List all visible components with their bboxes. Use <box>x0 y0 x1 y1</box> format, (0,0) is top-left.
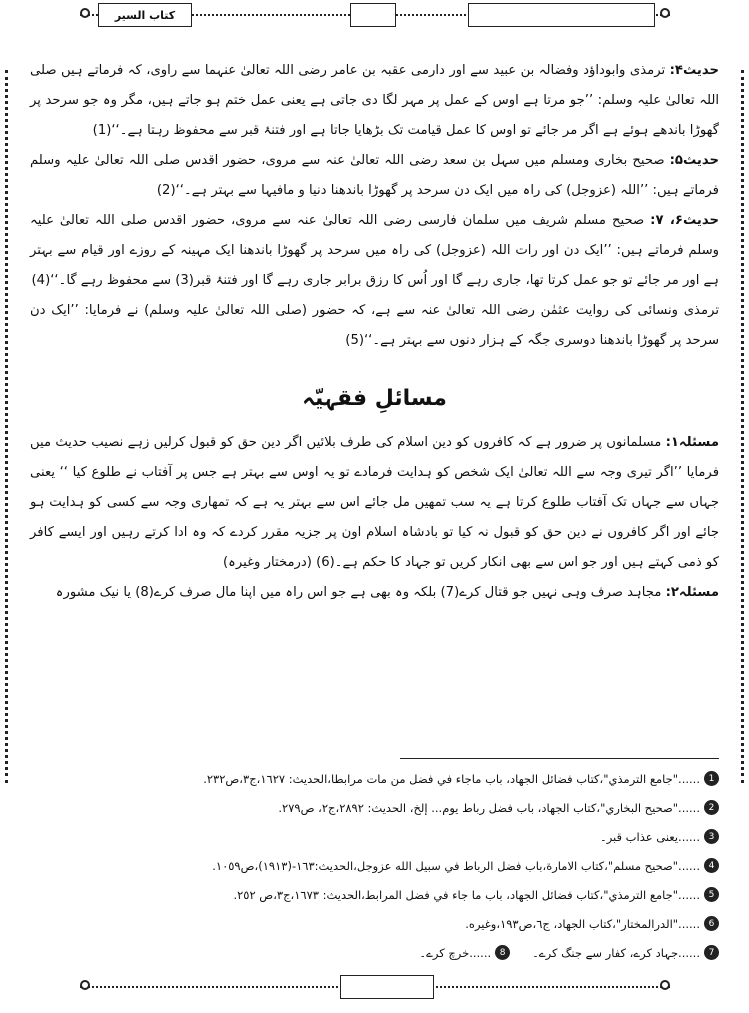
footnote <box>80 793 719 822</box>
footnote-number: 8 <box>495 945 510 960</box>
footnote-text: ......یعنی عذاب قبر۔ <box>599 829 700 844</box>
header-ornament-dot <box>660 8 670 18</box>
hadith-paragraph <box>30 296 719 356</box>
left-dotted-border <box>5 70 8 783</box>
footnote-text: ......"صحيح البخاري"،كتاب الجهاد، باب فضل رباط يوم... إلخ، الحديث: ٢٨٩٢،ج٢، ص٢٧٩. <box>278 800 700 815</box>
footnote <box>80 880 719 909</box>
footnote-text: ......"جامع الترمذي"،كتاب فضائل الجهاد، باب ماجاء في فضل من مات مرابطا،الحديث: ١٦٢٧،ج٣،ص٢٣٢. <box>203 771 700 786</box>
hadith-text: صحیح مسلم شریف میں سلمان فارسی رضی اللہ تعالیٰ عنہ سے مروی، حضور اقدس صلی اللہ تعالیٰ علیہ وسلم فرماتے ہیں: ’’ایک دن اور رات اللہ (عزوجل) کی راہ میں سرحد پر گھوڑا باندھنا ایک مہینہ کے روزے اور قیام سے بہتر ہے اور مر جائے تو جو عمل کرتا تھا، جاری رہے گا اور اُس کا رزق برابر جاری رہے گا اور فتنۂ قبر(3) سے محفوظ رہے گا۔‘‘(4) <box>30 213 719 288</box>
page-header <box>80 2 670 28</box>
footnotes <box>80 764 719 967</box>
footnote-number: 5 <box>704 887 719 902</box>
footnote-text: ......"صحيح مسلم"،كتاب الامارة،باب فضل الرباط في سبيل الله عزوجل،الحديث:١٦٣-(١٩١٣)،ص١٠٥٩. <box>212 858 700 873</box>
footnote-number: 3 <box>704 829 719 844</box>
masala-label: مسئلہ۱: <box>665 435 719 450</box>
footnote <box>80 851 719 880</box>
hadith-label: حدیث۴: <box>669 63 719 78</box>
book-title: كتاب السير <box>114 8 176 22</box>
right-dotted-border <box>741 70 744 783</box>
masala-label: مسئلہ۲: <box>665 585 719 600</box>
footnote-number: 4 <box>704 858 719 873</box>
footnote-text: ......خرچ کرے۔ <box>419 945 492 960</box>
footnote-number: 2 <box>704 800 719 815</box>
footer-ornament-dot <box>660 980 670 990</box>
footnote-text: ......"جامع الترمذي"،كتاب فضائل الجهاد، باب ما جاء في فضل المرابط،الحديث: ١٦٧٣،ج٣،ص ٢٥٢. <box>233 887 700 902</box>
masala-paragraph <box>30 428 719 578</box>
footnote-number: 7 <box>704 945 719 960</box>
section-heading: مسائلِ فقہیّہ <box>302 386 447 411</box>
hadith-text: ترمذی وابوداؤد وفضالہ بن عبید سے اور دارمی عقبہ بن عامر رضی اللہ تعالیٰ عنہما سے راوی، کہ فرماتے ہیں صلی اللہ تعالیٰ علیہ وسلم: ’’جو مرتا ہے اوس کے عمل پر مہر لگا دی جاتی ہے یعنی عمل ختم ہو جاتے ہیں، مگر وہ جو سرحد پر گھوڑا باندھے ہوئے ہے اگر مر جائے تو اوس کا عمل قیامت تک بڑھایا جاتا ہے اور فتنۂ قبر سے محفوظ رہتا ہے۔‘‘(1) <box>30 63 719 138</box>
hadith-text: ترمذی ونسائی کی روایت عثمٰن رضی اللہ تعالیٰ عنہ سے ہے، کہ حضور (صلی اللہ تعالیٰ علیہ وسلم) نے فرمایا: ’’ایک دن سرحد پر گھوڑا باندھنا دوسری جگہ کے ہزار دنوں سے بہتر ہے۔‘‘(5) <box>30 303 719 348</box>
footnote-pair <box>80 938 719 967</box>
hadith-text: صحیح بخاری ومسلم میں سہل بن سعد رضی اللہ تعالیٰ عنہ سے مروی، حضور اقدس صلی اللہ تعالیٰ علیہ وسلم فرماتے ہیں: ’’اللہ (عزوجل) کی راہ میں ایک دن سرحد پر گھوڑا باندھنا دنیا و مافیہا سے بہتر ہے۔‘‘(2) <box>30 153 719 198</box>
footnote <box>80 822 719 851</box>
footnote <box>80 764 719 793</box>
hadith-paragraph <box>30 146 719 206</box>
hadith-paragraph <box>30 56 719 146</box>
header-ornament-dot <box>80 8 90 18</box>
book-title-box <box>98 3 192 27</box>
hadith-label: حدیث۵: <box>669 153 719 168</box>
main-text <box>30 56 719 608</box>
hadith-paragraph <box>30 206 719 296</box>
footer-page-box <box>340 975 434 999</box>
footnote <box>80 909 719 938</box>
footnote-separator <box>400 758 719 759</box>
page-footer <box>80 974 670 1000</box>
footnote-number: 1 <box>704 771 719 786</box>
footnote-text: ......جہاد کرے، کفار سے جنگ کرے۔ <box>532 945 700 960</box>
hadith-label: حدیث۶، ۷: <box>650 213 719 228</box>
header-page-box <box>350 3 396 27</box>
header-blank-box <box>468 3 655 27</box>
masala-text: مسلمانوں پر ضرور ہے کہ کافروں کو دین اسلام کی طرف بلائیں اگر دین حق کو قبول کرلیں زہے نصیب حدیث میں فرمایا ’’اگر تیری وجہ سے اللہ تعالیٰ ایک شخص کو ہدایت فرمادے تو یہ اوس سے بہتر ہے جس پر آفتاب نے طلوع کیا ‘‘ یعنی جہاں سے جہاں تک آفتاب طلوع کرتا ہے یہ سب تمھیں مل جائے اس سے بہتر یہ ہے کہ تمھاری وجہ سے کسی کو ہدایت ہو جائے اور اگر کافروں نے دین حق کو قبول نہ کیا تو بادشاہ اسلام اون پر جزیہ مقرر کردے کہ وہ ادا کرتے رہیں اور ایسے کافر کو ذمی کہتے ہیں اور جو اس سے بھی انکار کریں تو جہاد کا حکم ہے۔(6) (درمختار وغیرہ) <box>30 435 719 570</box>
masala-paragraph <box>30 578 719 608</box>
footer-ornament-dot <box>80 980 90 990</box>
masala-text: مجاہد صرف وہی نہیں جو قتال کرے(7) بلکہ وہ بھی ہے جو اس راہ میں اپنا مال صرف کرے(8) یا نیک مشورہ <box>55 585 666 600</box>
footnote-number: 6 <box>704 916 719 931</box>
footnote-text: ......"الدرالمختار"،كتاب الجهاد، ج٦،ص١٩٣،وغيره. <box>465 916 700 931</box>
